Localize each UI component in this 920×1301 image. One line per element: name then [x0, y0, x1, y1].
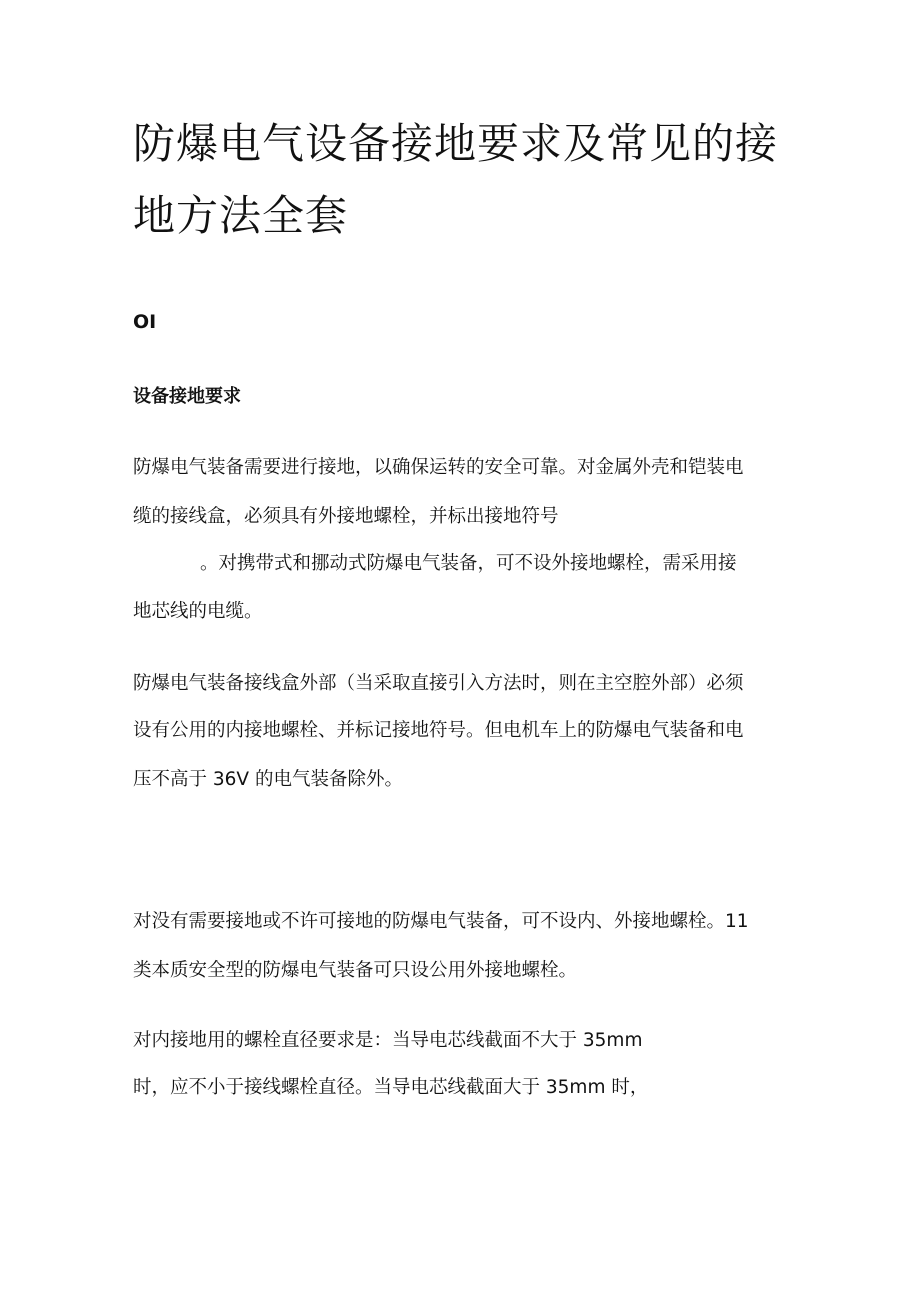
paragraph-line: 时，应不小于接线螺栓直径。当导电芯线截面大于 35mm 时，	[133, 1077, 649, 1098]
section-heading: 设备接地要求	[133, 386, 241, 407]
paragraph-line: 地芯线的电缆。	[133, 601, 263, 622]
paragraph-line: 设有公用的内接地螺栓、并标记接地符号。但电机车上的防爆电气装备和电	[133, 720, 744, 741]
title-line-2: 地方法全套	[133, 191, 349, 240]
paragraph-line: 对内接地用的螺栓直径要求是：当导电芯线截面不大于 35mm	[133, 1030, 643, 1051]
paragraph-line: 防爆电气装备需要进行接地，以确保运转的安全可靠。对金属外壳和铠装电	[133, 457, 744, 478]
section-number: OI	[133, 311, 157, 333]
paragraph-line: 防爆电气装备接线盒外部（当采取直接引入方法时，则在主空腔外部）必须	[133, 673, 744, 694]
paragraph-line: 类本质安全型的防爆电气装备可只设公用外接地螺栓。	[133, 960, 578, 981]
paragraph-line: 。对携带式和挪动式防爆电气装备，可不设外接地螺栓，需采用接	[200, 553, 737, 574]
paragraph-line: 缆的接线盒，必须具有外接地螺栓，并标出接地符号	[133, 506, 559, 527]
document-title	[133, 108, 783, 252]
title-line-1: 防爆电气设备接地要求及常见的接	[133, 119, 779, 168]
paragraph-line: 对没有需要接地或不许可接地的防爆电气装备，可不设内、外接地螺栓。11	[133, 911, 749, 932]
paragraph-line: 压不高于 36V 的电气装备除外。	[133, 769, 403, 790]
